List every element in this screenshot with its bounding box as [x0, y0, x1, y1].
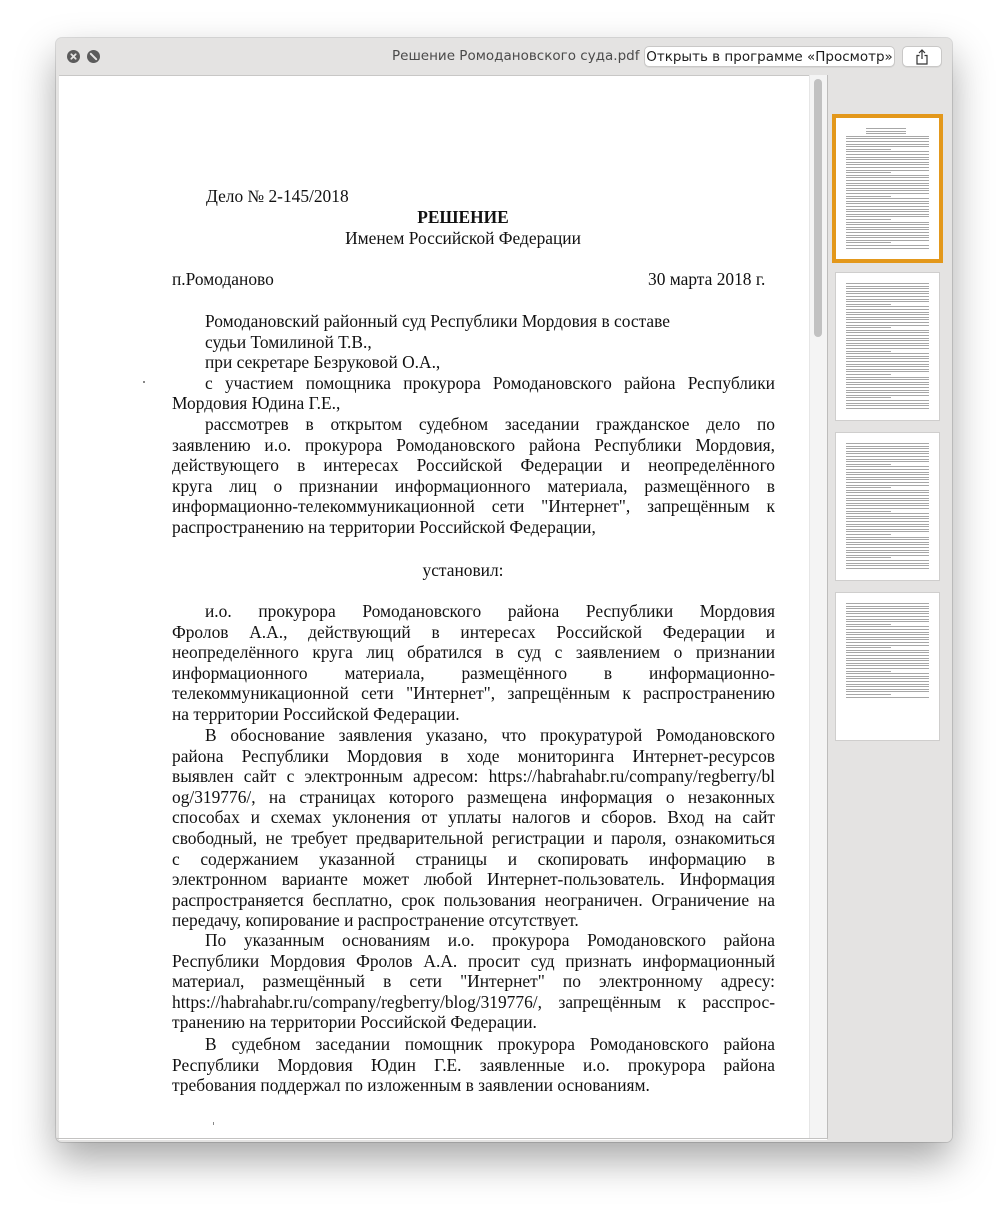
thumbnail-text-line	[846, 678, 929, 679]
thumbnail-text-line	[846, 245, 929, 246]
thumbnail-text-line	[846, 193, 929, 194]
thumbnail-text-line	[866, 133, 906, 134]
thumbnail-text-line	[846, 613, 929, 614]
thumbnail-text-line	[846, 681, 929, 682]
thumbnail-text-line	[846, 151, 929, 152]
thumbnail-text-line	[846, 529, 929, 530]
thumbnail-text-line	[846, 472, 929, 473]
thumbnail-text-line	[846, 448, 929, 449]
thumbnail-text-line	[846, 382, 929, 383]
thumbnail-text-line	[846, 568, 929, 569]
thumbnail-text-line	[846, 634, 929, 635]
thumbnail-text-line	[846, 144, 929, 145]
thumbnail-text-line	[846, 642, 929, 643]
intro-line: Мордовия Юдина Г.Е.,	[172, 393, 341, 413]
thumbnail-text-line	[846, 185, 929, 186]
thumbnail-text-line	[846, 626, 929, 627]
thumbnail-text-line	[846, 408, 929, 409]
thumbnail-text-line	[846, 222, 929, 223]
text-line: https://habrahabr.ru/company/regberry/blog/319776/, запрещённым к расспрос-	[172, 991, 775, 1012]
title-bar	[56, 38, 952, 75]
thumbnail-text-line	[846, 526, 929, 527]
thumbnail-text-line	[846, 296, 929, 297]
thumbnail-text-line	[846, 338, 929, 339]
thumbnail-text-line	[846, 240, 929, 241]
thumbnail-text-line	[846, 632, 929, 633]
thumbnail-text-line	[846, 141, 929, 142]
thumbnail-text-line	[846, 157, 929, 158]
date: 30 марта 2018 г.	[648, 269, 766, 289]
thumbnail-text-line	[846, 366, 929, 367]
thumbnail-text-line	[846, 188, 929, 189]
thumbnail-text-line	[846, 560, 929, 561]
thumbnail-text-line	[846, 446, 929, 447]
text-line: на территории Российской Федерации.	[172, 704, 460, 724]
bottom-divider	[56, 1138, 828, 1139]
intro-line: с участием помощника прокурора Ромодановского района Республики	[205, 373, 775, 393]
text-line: свободный, не требует предварительной регистрации и пароля, ознакомиться	[172, 828, 775, 848]
intro-line: судьи Томилиной Т.В.,	[205, 332, 372, 352]
text-line: материал, размещённый в сети "Интернет" по электронному адресу:	[172, 971, 775, 992]
thumbnail-text-line	[846, 691, 929, 692]
thumbnail-text-line	[846, 443, 929, 444]
thumbnail-text-line	[846, 534, 891, 535]
thumbnail-text-line	[846, 479, 929, 480]
text-line: круга лиц о признании информационного материала, размещённого в	[172, 475, 775, 496]
thumbnail-text-line	[846, 645, 929, 646]
thumbnail-text-line	[846, 403, 929, 404]
thumbnail-text-line	[846, 474, 929, 475]
text-line: действующего в интересах Российской Федерации и неопределённого	[172, 455, 775, 476]
thumbnail-text-line	[846, 459, 929, 460]
thumbnail-text-line	[846, 650, 929, 651]
pdf-preview-window	[56, 38, 952, 1142]
scan-speck	[213, 1122, 214, 1125]
thumbnail-text-line	[846, 206, 929, 207]
thumbnail-text-line	[846, 198, 929, 199]
thumbnail-text-line	[846, 395, 929, 396]
thumbnail-text-line	[846, 353, 929, 354]
thumbnail-text-line	[846, 655, 929, 656]
established-heading: установил:	[422, 560, 504, 580]
share-button[interactable]	[902, 46, 942, 67]
thumbnail-text-line	[846, 149, 891, 150]
thumbnail-text-line	[846, 451, 929, 452]
thumbnail-text-line	[846, 485, 929, 486]
thumbnail-text-line	[846, 322, 929, 323]
thumbnail-text-line	[846, 170, 929, 171]
thumbnail-text-line	[846, 466, 929, 467]
thumbnail-text-line	[846, 671, 891, 672]
thumbnail-text-line	[846, 345, 929, 346]
thumbnail-text-line	[846, 301, 929, 302]
thumbnail-text-line	[846, 524, 929, 525]
thumbnail-text-line	[846, 503, 929, 504]
thumbnail-text-line	[846, 495, 929, 496]
place: п.Ромоданово	[172, 269, 274, 289]
thumbnail-text-line	[846, 555, 929, 556]
text-line: передачу, копирование и распространение отсутствует.	[172, 910, 579, 931]
thumbnail-text-line	[846, 464, 891, 465]
thumbnail-text-line	[846, 374, 891, 375]
thumbnail-text-line	[846, 603, 929, 604]
thumbnail-text-line	[846, 335, 929, 336]
thumbnail-text-line	[846, 214, 929, 215]
thumbnail-text-line	[846, 552, 929, 553]
thumbnail-text-line	[846, 619, 929, 620]
thumbnail-text-line	[846, 550, 929, 551]
text-line: выявлен сайт с электронным адресом: https://habrahabr.ru/company/regberry/bl	[172, 766, 775, 787]
text-line: заявлению и.о. прокурора Ромодановского района Республики Мордовия,	[172, 434, 775, 455]
thumbnail-text-line	[846, 327, 891, 328]
thumbnail-text-line	[846, 235, 929, 236]
thumbnail-text-line	[846, 248, 929, 249]
thumbnail-text-line	[846, 539, 929, 540]
thumbnail-text-line	[846, 500, 929, 501]
thumbnail-text-line	[846, 565, 929, 566]
case-number: Дело № 2-145/2018	[206, 186, 349, 206]
thumbnail-text-line	[846, 340, 929, 341]
thumbnail-text-line	[846, 138, 929, 139]
thumbnail-sidebar	[828, 75, 952, 1142]
thumbnail-text-line	[846, 516, 929, 517]
thumbnail-text-line	[846, 652, 929, 653]
thumbnail-text-line	[846, 487, 891, 488]
text-line: Фролов А.А., действующий в интересах Российской Федерации и	[172, 621, 775, 642]
thumbnail-text-line	[846, 676, 929, 677]
thumbnail-text-line	[846, 694, 891, 695]
document-subheading: Именем Российской Федерации	[345, 228, 581, 248]
thumbnail-text-line	[846, 343, 929, 344]
thumbnail-text-line	[846, 505, 929, 506]
thumbnail-text-line	[846, 314, 929, 315]
page-thumbnail-4[interactable]	[836, 593, 939, 740]
thumbnail-text-line	[846, 608, 929, 609]
thumbnail-text-line	[846, 180, 929, 181]
thumbnail-text-line	[846, 299, 929, 300]
thumbnail-text-line	[846, 684, 929, 685]
thumbnail-text-line	[846, 304, 891, 305]
thumbnail-text-line	[846, 159, 929, 160]
thumbnail-text-line	[846, 364, 929, 365]
text-line: с содержанием указанной страницы и скопировать информацию в	[172, 848, 775, 869]
thumbnail-text-line	[846, 606, 929, 607]
fullscreen-button[interactable]	[87, 50, 100, 63]
thumbnail-text-line	[846, 291, 929, 292]
thumbnail-text-line	[846, 547, 929, 548]
thumbnail-text-line	[846, 668, 929, 669]
thumbnail-text-line	[846, 390, 929, 391]
text-line: неопределённого круга лиц обратился в суд с заявлением о признании	[172, 642, 775, 663]
thumbnail-text-line	[846, 196, 891, 197]
thumbnail-text-line	[846, 371, 929, 372]
thumbnail-text-line	[846, 361, 929, 362]
thumbnail-text-line	[846, 624, 891, 625]
text-line: требования поддержал по изложенным в заявлении основаниям.	[172, 1075, 650, 1096]
thumbnail-text-line	[846, 686, 929, 687]
thumbnail-text-line	[846, 172, 891, 173]
share-icon	[915, 49, 929, 65]
text-line: электронном варианте может любой Интернет-пользователь. Информация	[172, 869, 775, 890]
thumbnail-text-line	[846, 146, 929, 147]
text-line: транению на территории Российской Федерации.	[172, 1012, 537, 1033]
thumbnail-text-line	[846, 306, 929, 307]
thumbnail-text-line	[846, 312, 929, 313]
thumbnail-text-line	[846, 658, 929, 659]
window-title: Решение Ромодановского суда.pdf	[392, 48, 640, 64]
thumbnail-text-line	[846, 563, 929, 564]
thumbnail-text-line	[846, 508, 929, 509]
thumbnail-text-line	[866, 128, 906, 129]
text-line: Республики Мордовия Фролов А.А. просит суд признать информационный	[172, 950, 775, 971]
text-line: В обоснование заявления указано, что прокуратурой Ромодановского	[205, 725, 775, 745]
thumbnail-text-line	[846, 175, 929, 176]
thumbnail-text-line	[846, 164, 929, 165]
thumbnail-text-line	[846, 283, 929, 284]
thumbnail-text-line	[846, 237, 929, 238]
thumbnail-text-line	[846, 154, 929, 155]
document-heading: РЕШЕНИЕ	[417, 207, 509, 227]
thumbnail-text-line	[846, 356, 929, 357]
thumbnail-text-line	[846, 453, 929, 454]
close-button[interactable]	[67, 50, 80, 63]
text-line: распространяется бесплатно, срок пользования неограничен. Ограничение на	[172, 889, 775, 910]
page-thumbnail-1[interactable]	[836, 118, 939, 259]
thumbnail-text-line	[846, 513, 929, 514]
thumbnail-text-line	[846, 330, 929, 331]
thumbnail-text-line	[846, 663, 929, 664]
scrollbar-thumb[interactable]	[814, 79, 822, 337]
thumbnail-text-line	[846, 379, 929, 380]
thumbnail-text-line	[846, 616, 929, 617]
close-icon	[67, 50, 80, 63]
thumbnail-text-line	[846, 531, 929, 532]
text-line: В судебном заседании помощник прокурора Ромодановского района	[205, 1034, 775, 1054]
text-line: По указанным основаниям и.о. прокурора Ромодановского района	[205, 930, 775, 950]
intro-line: при секретаре Безруковой О.А.,	[205, 352, 441, 372]
thumbnail-text-line	[846, 167, 929, 168]
thumbnail-text-line	[846, 518, 929, 519]
text-line: способах и схемах уклонения от уплаты налогов и сборов. Вход на сайт	[172, 807, 775, 828]
thumbnail-text-line	[846, 611, 929, 612]
thumbnail-text-line	[846, 242, 891, 243]
thumbnail-text-line	[846, 358, 929, 359]
thumbnail-text-line	[846, 162, 929, 163]
thumbnail-text-line	[846, 232, 929, 233]
thumbnail-text-line	[846, 498, 929, 499]
thumbnail-text-line	[846, 400, 929, 401]
thumbnail-text-line	[846, 511, 891, 512]
thumbnail-text-line	[846, 190, 929, 191]
text-line: информационного материала, размещённого в информационно-	[172, 662, 775, 683]
thumbnail-text-line	[846, 319, 929, 320]
thumbnail-text-line	[846, 542, 929, 543]
text-line: района Республики Мордовия в ходе мониторинга Интернет-ресурсов	[172, 745, 775, 766]
text-line: распространению на территории Российской Федерации,	[172, 517, 596, 537]
thumbnail-text-line	[846, 332, 929, 333]
thumbnail-text-line	[846, 203, 929, 204]
text-line: телекоммуникационной сети "Интернет", запрещённым к распространению	[172, 683, 775, 704]
thumbnail-text-line	[846, 469, 929, 470]
page-thumbnail-2[interactable]	[836, 273, 939, 420]
thumbnail-text-line	[846, 177, 929, 178]
thumbnail-text-line	[846, 224, 929, 225]
thumbnail-text-line	[846, 293, 929, 294]
thumbnail-text-line	[846, 392, 929, 393]
thumbnail-text-line	[846, 227, 929, 228]
thumbnail-text-line	[846, 229, 929, 230]
thumbnail-text-line	[846, 621, 929, 622]
thumbnail-text-line	[846, 286, 929, 287]
vertical-scrollbar[interactable]	[809, 75, 827, 1139]
thumbnail-text-line	[846, 405, 929, 406]
thumbnail-text-line	[846, 647, 891, 648]
thumbnail-text-line	[846, 325, 929, 326]
thumbnail-text-line	[846, 288, 929, 289]
text-line: Республики Мордовия Юдин Г.Е. заявленные и.о. прокурора района	[172, 1054, 775, 1075]
thumbnail-text-line	[846, 537, 929, 538]
thumbnail-text-line	[846, 629, 929, 630]
thumbnail-text-line	[846, 665, 929, 666]
text-line: og/319776/, на страницах которого размещена информация о незаконных	[172, 786, 775, 807]
thumbnail-text-line	[846, 456, 929, 457]
text-line: и.о. прокурора Ромодановского района Республики Мордовия	[205, 601, 775, 621]
page-thumbnail-3[interactable]	[836, 433, 939, 580]
thumbnail-text-line	[846, 219, 891, 220]
thumbnail-text-line	[846, 387, 929, 388]
open-in-preview-button[interactable]: Открыть в программе «Просмотр»	[644, 46, 895, 67]
thumbnail-text-line	[846, 477, 929, 478]
thumbnail-text-line	[846, 557, 891, 558]
intro-line: Ромодановский районный суд Республики Мордовия в составе	[205, 311, 670, 331]
thumbnail-text-line	[846, 136, 929, 137]
thumbnail-text-line	[846, 369, 929, 370]
thumbnail-text-line	[846, 544, 929, 545]
thumbnail-text-line	[846, 201, 929, 202]
thumbnail-text-line	[846, 211, 929, 212]
thumbnail-text-line	[846, 673, 929, 674]
thumbnail-text-line	[846, 384, 929, 385]
document-view[interactable]	[59, 75, 827, 1140]
thumbnail-text-line	[846, 183, 929, 184]
scan-speck	[143, 381, 145, 383]
text-line: рассмотрев в открытом судебном заседании гражданское дело по	[205, 414, 775, 434]
thumbnail-text-line	[846, 637, 929, 638]
thumbnail-text-line	[846, 309, 929, 310]
thumbnail-text-line	[846, 397, 891, 398]
thumbnail-text-line	[846, 492, 929, 493]
thumbnail-text-line	[846, 317, 929, 318]
thumbnail-text-line	[846, 697, 929, 698]
thumbnail-text-line	[846, 521, 929, 522]
thumbnail-text-line	[846, 639, 929, 640]
thumbnail-text-line	[866, 131, 906, 132]
pdf-page-1	[59, 76, 809, 1140]
fullscreen-icon	[87, 50, 100, 63]
thumbnail-text-line	[846, 377, 929, 378]
thumbnail-text-line	[846, 461, 929, 462]
thumbnail-text-line	[846, 660, 929, 661]
thumbnail-text-line	[846, 490, 929, 491]
text-line: информационно-телекоммуникационной сети "Интернет", запрещённым к	[172, 496, 775, 517]
thumbnail-text-line	[846, 216, 929, 217]
thumbnail-text-line	[846, 351, 891, 352]
thumbnail-text-line	[846, 209, 929, 210]
thumbnail-text-line	[846, 689, 929, 690]
thumbnail-text-line	[846, 348, 929, 349]
thumbnail-text-line	[846, 482, 929, 483]
